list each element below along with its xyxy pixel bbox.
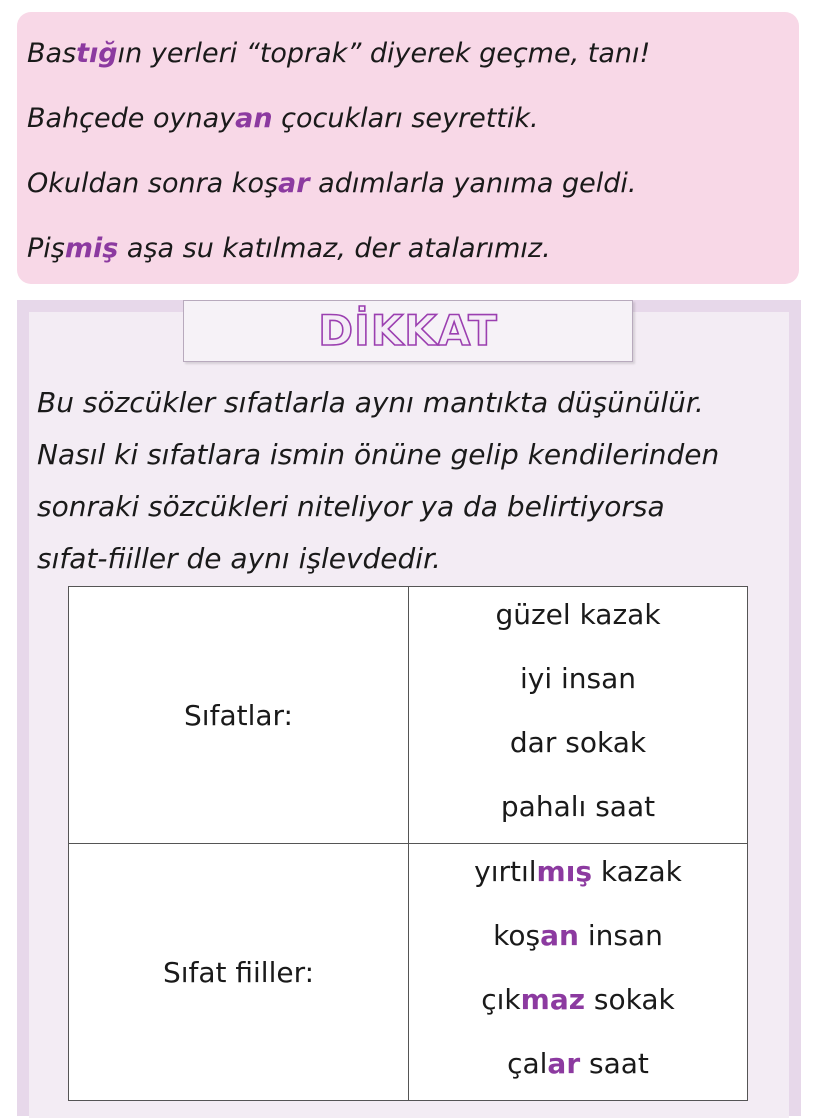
- example-phrase: çalar saat: [507, 1047, 649, 1080]
- example-phrase: çıkmaz sokak: [481, 983, 675, 1016]
- note-line: Bu sözcükler sıfatlarla aynı mantıkta düşünülür.: [37, 386, 704, 419]
- note-line: sonraki sözcükleri niteliyor ya da belirtiyorsa: [37, 490, 665, 523]
- example-sentence-1: Bastığın yerleri “toprak” diyerek geçme, tanı!: [27, 38, 651, 69]
- dikkat-note: [37, 377, 797, 585]
- dikkat-title-box: [183, 300, 633, 362]
- row-label: Sıfatlar:: [69, 587, 409, 844]
- participle-suffix: ar: [278, 168, 310, 199]
- comparison-table: [68, 586, 748, 1101]
- row-label: Sıfat fiiller:: [69, 844, 409, 1101]
- example-phrase: iyi insan: [519, 662, 637, 695]
- example-phrase: pahalı saat: [500, 790, 656, 823]
- participle-suffix: an: [540, 919, 579, 952]
- note-line: sıfat-fiiller de aynı işlevdedir.: [37, 542, 441, 575]
- example-phrase: koşan insan: [493, 919, 663, 952]
- participle-suffix: tığ: [76, 38, 118, 69]
- example-sentence-4: Pişmiş aşa su katılmaz, der atalarımız.: [27, 233, 551, 264]
- participle-suffix: mış: [536, 855, 592, 888]
- example-phrase: dar sokak: [509, 726, 647, 759]
- example-phrase: yırtılmış kazak: [474, 855, 682, 888]
- example-sentences-box: [17, 12, 799, 284]
- example-phrase: güzel kazak: [495, 598, 661, 631]
- row-examples: [409, 844, 748, 1101]
- participle-suffix: maz: [520, 983, 586, 1016]
- table-row-adjectives: [69, 587, 748, 844]
- dikkat-title: DİKKAT: [318, 306, 498, 355]
- row-examples: [409, 587, 748, 844]
- table-row-participles: [69, 844, 748, 1101]
- participle-suffix: miş: [64, 233, 119, 264]
- note-line: Nasıl ki sıfatlara ismin önüne gelip kendilerinden: [37, 438, 720, 471]
- example-sentence-3: Okuldan sonra koşar adımlarla yanıma geldi.: [27, 168, 637, 199]
- participle-suffix: ar: [547, 1047, 581, 1080]
- participle-suffix: an: [235, 103, 273, 134]
- example-sentence-2: Bahçede oynayan çocukları seyrettik.: [27, 103, 539, 134]
